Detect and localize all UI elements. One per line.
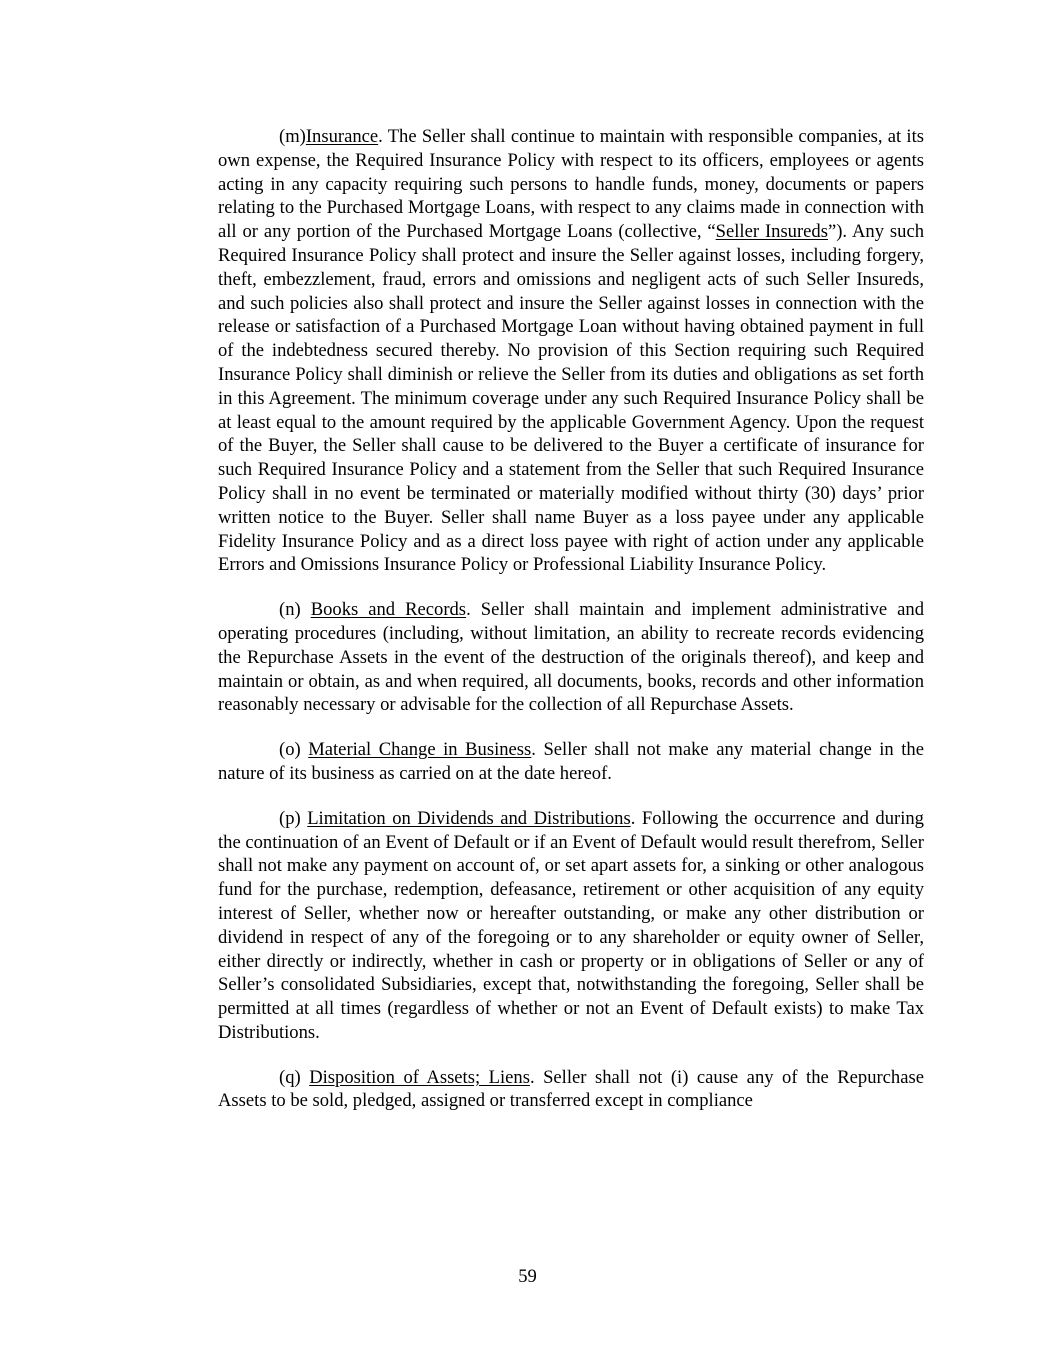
section-body: . The Seller shall continue to maintain with responsible companies, at its own expense, the Required Insurance Policy with respect to its officers, employees or agents acting in any capacity requiring such persons to handle funds, money, documents or papers relating to the Purchased Mortgage Loans, with respect to any claims made in connection with all or any portion of the Purchased Mortgage Loans (collective, “ [218,126,924,243]
section-heading: Disposition of Assets; Liens [309,1066,530,1088]
section-o-material-change [218,738,924,786]
section-label: (o) [279,739,309,761]
section-body: . Seller shall maintain and implement administrative and operating procedures (including, without limitation, an ability to recreate records evidencing the Repurchase Assets in the event of the destruction of the originals thereof), and keep and maintain or obtain, as and when required, all documents, books, records and other information reasonably necessary or advisable for the collection of all Repurchase Assets. [218,599,924,716]
section-body: . Following the occurrence and during the continuation of an Event of Default or if an Event of Default would result therefrom, Seller shall not make any payment on account of, or set apart assets for, a sinking or other analogous fund for the purchase, redemption, defeasance, retirement or other acquisition of any equity interest of Seller, whether now or hereafter outstanding, or make any other distribution or dividend in respect of any of the foregoing or to any shareholder or equity owner of Seller, either directly or indirectly, whether in cash or property or in obligations of Seller or any of Seller’s consolidated Subsidiaries, except that, notwithstanding the foregoing, Seller shall be permitted at all times (regardless of whether or not an Event of Default exists) to make Tax Distributions. [218,807,924,1043]
defined-term: Seller Insureds [715,221,828,243]
section-body: . Seller shall not make any material change in the nature of its business as carried on at the date hereof. [218,739,924,784]
section-label: (q) [279,1066,310,1088]
section-body: . Seller shall not (i) cause any of the Repurchase Assets to be sold, pledged, assigned or transferred except in compliance [218,1066,924,1112]
section-label: (m) [279,126,306,147]
section-n-books-and-records [218,598,924,717]
section-m-insurance [218,125,924,577]
section-heading: Limitation on Dividends and Distributions [307,807,631,829]
section-heading: Material Change in Business [308,739,532,761]
section-label: (n) [279,599,311,621]
section-p-dividends [218,807,924,1045]
section-body-continued: ”). Any such Required Insurance Policy shall protect and insure the Seller against losses, including forgery, theft, embezzlement, fraud, errors and omissions and negligent acts of such Seller Insureds, and such policies also shall protect and insure the Seller against losses in connection with the release or satisfaction of a Purchased Mortgage Loan without having obtained payment in full of the indebtedness secured thereby. No provision of this Section requiring such Required Insurance Policy shall diminish or relieve the Seller from its duties and obligations as set forth in this Agreement. The minimum coverage under any such Required Insurance Policy shall be at least equal to the amount required by the applicable Government Agency. Upon the request of the Buyer, the Seller shall cause to be delivered to the Buyer a certificate of insurance for such Required Insurance Policy and a statement from the Seller that such Required Insurance Policy shall in no event be terminated or materially modified without thirty (30) days’ prior written notice to the Buyer. Seller shall name Buyer as a loss payee under any applicable Fidelity Insurance Policy and as a direct loss payee with right of action under any applicable Errors and Omissions Insurance Policy or Professional Liability Insurance Policy. [218,221,925,576]
section-q-disposition [218,1066,924,1114]
document-page [218,125,924,1134]
page-number: 59 [518,1266,537,1287]
section-heading: Insurance [305,126,379,147]
section-heading: Books and Records [310,599,467,621]
section-label: (p) [279,807,308,829]
